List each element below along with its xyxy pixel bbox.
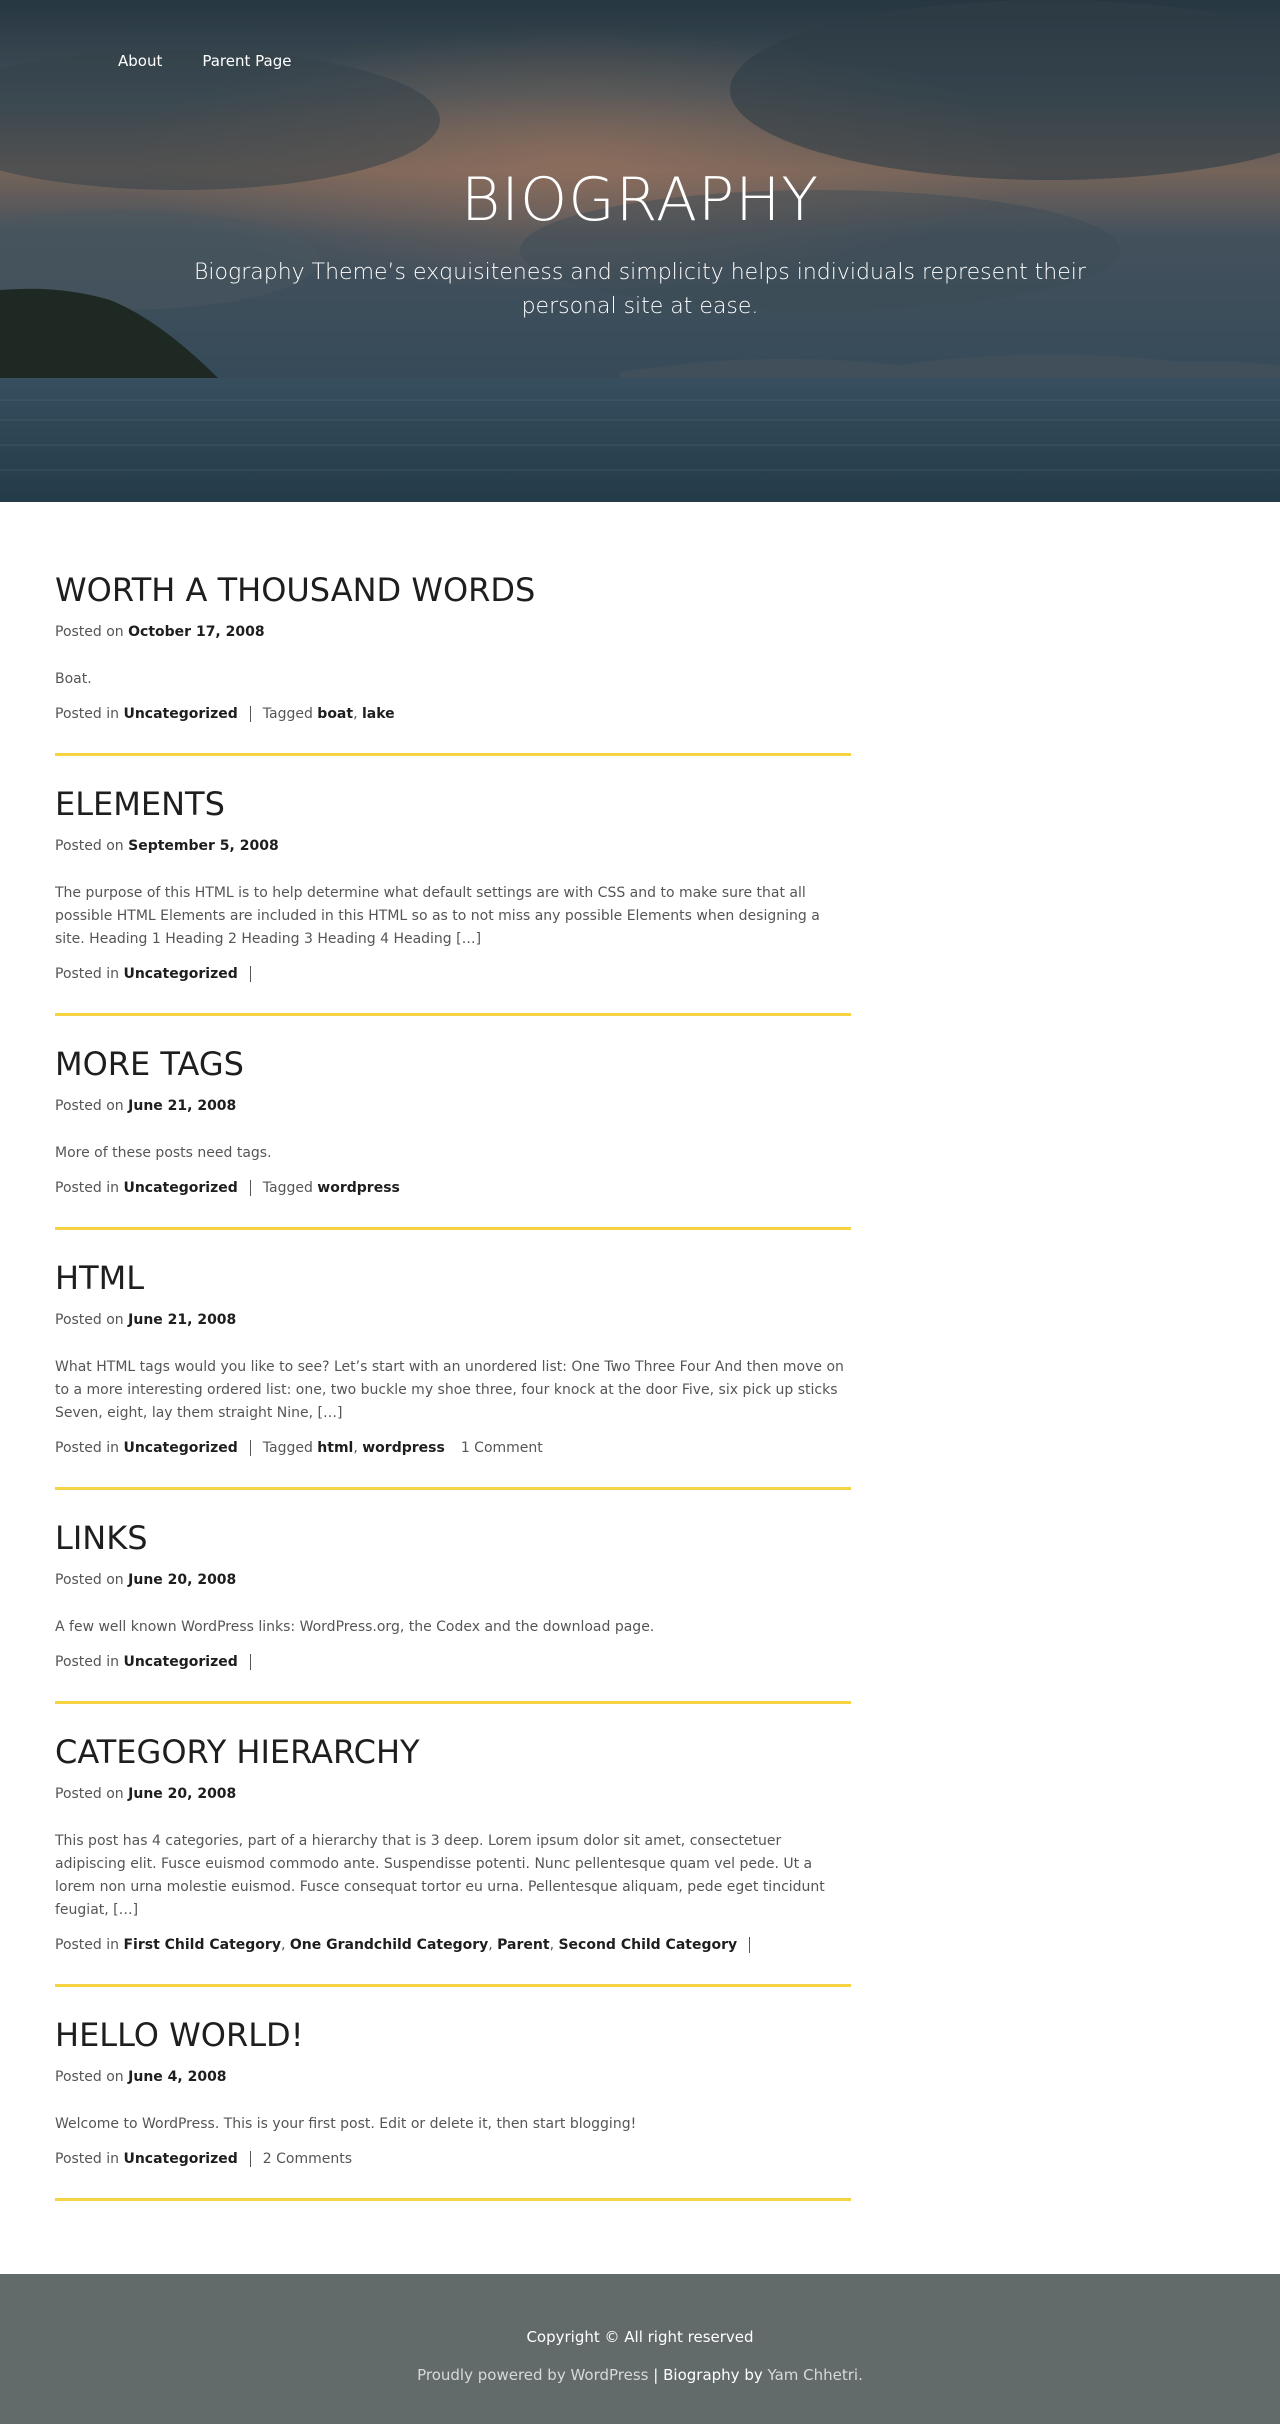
post-title[interactable]: WORTH A THOUSAND WORDS bbox=[55, 571, 536, 609]
meta-separator bbox=[250, 706, 251, 722]
post-title[interactable]: ELEMENTS bbox=[55, 785, 225, 823]
post-footer-meta: Posted in Uncategorized Tagged boat , lake bbox=[55, 703, 851, 725]
tag-link[interactable]: lake bbox=[361, 706, 395, 722]
copyright-text: Copyright © All right reserved bbox=[526, 2328, 754, 2346]
post-excerpt: Boat. bbox=[55, 671, 92, 687]
category-link[interactable]: Parent bbox=[497, 1937, 550, 1953]
posted-on-label: Posted on bbox=[55, 838, 124, 854]
post-date-line bbox=[55, 1098, 851, 1114]
category-link[interactable]: One Grandchild Category bbox=[289, 1937, 489, 1953]
post-date-line bbox=[55, 1572, 851, 1588]
posted-on-label: Posted on bbox=[55, 1312, 124, 1328]
category-link[interactable]: Uncategorized bbox=[123, 706, 238, 722]
meta-separator bbox=[749, 1937, 750, 1953]
posted-in-label: Posted in bbox=[55, 1654, 120, 1670]
comments-link[interactable]: 1 Comment bbox=[460, 1440, 543, 1456]
post-excerpt: Welcome to WordPress. This is your first post. Edit or delete it, then start blogging! bbox=[55, 2116, 637, 2132]
site-footer bbox=[0, 2274, 1280, 2424]
post-date-link[interactable]: June 4, 2008 bbox=[128, 2069, 227, 2085]
posted-on-label: Posted on bbox=[55, 1098, 124, 1114]
category-link[interactable]: First Child Category bbox=[123, 1937, 281, 1953]
post-entry bbox=[55, 1518, 851, 1704]
nav-item-parent-page[interactable]: Parent Page bbox=[202, 52, 292, 70]
powered-by-wordpress-link[interactable]: Proudly powered by WordPress bbox=[417, 2366, 649, 2384]
posted-in-label: Posted in bbox=[55, 1180, 120, 1196]
post-footer-meta: Posted in First Child Category , One Grandchild Category , Parent , Second Child Category bbox=[55, 1934, 851, 1956]
post-title[interactable]: MORE TAGS bbox=[55, 1045, 244, 1083]
site-description: Biography Theme’s exquisiteness and simplicity helps individuals represent their personal site at ease. bbox=[194, 260, 1086, 319]
post-entry bbox=[55, 784, 851, 1016]
post-footer-meta bbox=[55, 963, 851, 985]
post-entry bbox=[55, 1258, 851, 1490]
tagged-label: Tagged bbox=[262, 1180, 313, 1196]
category-link[interactable]: Uncategorized bbox=[123, 2151, 238, 2167]
post-excerpt: This post has 4 categories, part of a hierarchy that is 3 deep. Lorem ipsum dolor sit amet, consectetuer adipiscing elit. Fusce euismod commodo ante. Suspendisse potenti. Nunc pellentesque quam vel pede. Ut a lorem non urna molestie euismod. Fusce consequat tortor eu urna. Pellentesque aliquam, pede eget tincidunt feugiat, […] bbox=[55, 1833, 825, 1918]
posted-on-label: Posted on bbox=[55, 2069, 124, 2085]
meta-separator bbox=[250, 1654, 251, 1670]
powered-by-line bbox=[0, 2366, 1280, 2384]
post-date-link[interactable]: June 20, 2008 bbox=[128, 1572, 237, 1588]
post-excerpt: More of these posts need tags. bbox=[55, 1145, 272, 1161]
tagged-label: Tagged bbox=[262, 1440, 313, 1456]
nav-item-about[interactable]: About bbox=[118, 52, 163, 70]
posted-in-label: Posted in bbox=[55, 1937, 120, 1953]
post-date-link[interactable]: June 20, 2008 bbox=[128, 1786, 237, 1802]
posted-on-label: Posted on bbox=[55, 1786, 124, 1802]
post-footer-meta bbox=[55, 1177, 851, 1199]
category-link[interactable]: Uncategorized bbox=[123, 966, 238, 982]
post-footer-meta bbox=[55, 1651, 851, 1673]
posted-on-label: Posted on bbox=[55, 1572, 124, 1588]
post-date-line bbox=[55, 838, 851, 854]
post-entry bbox=[55, 2015, 851, 2201]
post-entry bbox=[55, 1044, 851, 1230]
post-title[interactable]: HELLO WORLD! bbox=[55, 2016, 304, 2054]
tag-link[interactable]: wordpress bbox=[317, 1180, 400, 1196]
hero-overlay bbox=[0, 0, 1280, 502]
tag-link[interactable]: boat bbox=[317, 706, 354, 722]
meta-separator bbox=[250, 1180, 251, 1196]
tag-link[interactable]: wordpress bbox=[362, 1440, 445, 1456]
post-date-line bbox=[55, 2069, 851, 2085]
post-date-line bbox=[55, 624, 851, 640]
post-date-line bbox=[55, 1312, 851, 1328]
post-title[interactable]: CATEGORY HIERARCHY bbox=[55, 1733, 420, 1771]
posted-in-label: Posted in bbox=[55, 706, 120, 722]
posts-list bbox=[0, 502, 1280, 2201]
meta-separator bbox=[250, 2151, 251, 2167]
post-excerpt: The purpose of this HTML is to help determine what default settings are with CSS and to make sure that all possible HTML Elements are included in this HTML so as to not miss any possible Elements when designing a site. Heading 1 Heading 2 Heading 3 Heading 4 Heading […] bbox=[55, 885, 820, 947]
post-date-link[interactable]: June 21, 2008 bbox=[128, 1312, 237, 1328]
category-link[interactable]: Uncategorized bbox=[123, 1180, 238, 1196]
post-excerpt: A few well known WordPress links: WordPress.org, the Codex and the download page. bbox=[55, 1619, 655, 1635]
author-link[interactable]: Yam Chhetri. bbox=[767, 2366, 863, 2384]
post-date-link[interactable]: September 5, 2008 bbox=[128, 838, 279, 854]
post-footer-meta bbox=[55, 2148, 851, 2170]
category-link[interactable]: Uncategorized bbox=[123, 1440, 238, 1456]
comments-link[interactable]: 2 Comments bbox=[262, 2151, 352, 2167]
post-title[interactable]: LINKS bbox=[55, 1519, 148, 1557]
tag-link[interactable]: html bbox=[317, 1440, 354, 1456]
post-footer-meta: Posted in Uncategorized Tagged html , wordpress 1 Comment bbox=[55, 1437, 851, 1459]
post-date-link[interactable]: October 17, 2008 bbox=[128, 624, 265, 640]
post-date-line bbox=[55, 1786, 851, 1802]
site-title[interactable]: BIOGRAPHY bbox=[461, 165, 819, 235]
post-title[interactable]: HTML bbox=[55, 1259, 145, 1297]
post-date-link[interactable]: June 21, 2008 bbox=[128, 1098, 237, 1114]
category-link[interactable]: Uncategorized bbox=[123, 1654, 238, 1670]
meta-separator bbox=[250, 1440, 251, 1456]
category-link[interactable]: Second Child Category bbox=[558, 1937, 738, 1953]
post-entry bbox=[55, 1732, 851, 1987]
post-excerpt: What HTML tags would you like to see? Let’s start with an unordered list: One Two Three Four And then move on to a more interesting ordered list: one, two buckle my shoe three, four knock at the door Five, six pick up sticks Seven, eight, lay them straight Nine, […] bbox=[55, 1359, 844, 1421]
tagged-label: Tagged bbox=[262, 706, 313, 722]
theme-credit: Biography by bbox=[663, 2366, 763, 2384]
footer-divider: | bbox=[653, 2366, 659, 2384]
post-entry bbox=[55, 570, 851, 756]
posted-in-label: Posted in bbox=[55, 2151, 120, 2167]
main-navigation bbox=[118, 52, 291, 70]
posted-in-label: Posted in bbox=[55, 966, 120, 982]
meta-separator bbox=[250, 966, 251, 982]
hero-header bbox=[0, 0, 1280, 502]
posted-on-label: Posted on bbox=[55, 624, 124, 640]
posted-in-label: Posted in bbox=[55, 1440, 120, 1456]
